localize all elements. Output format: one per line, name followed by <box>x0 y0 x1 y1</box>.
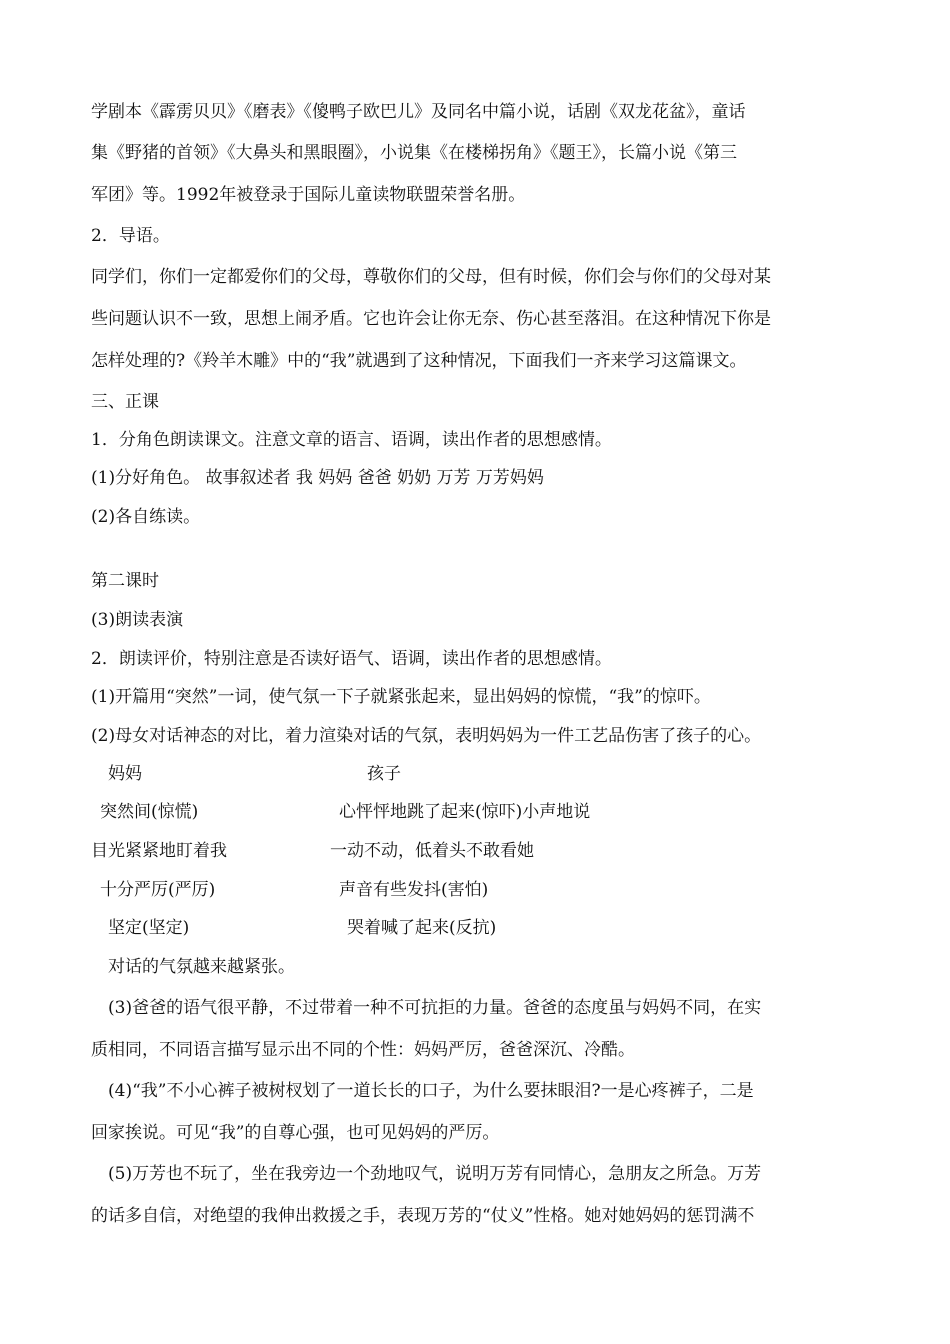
paragraph-line: (4)“我”不小心裤子被树杈划了一道长长的口子，为什么要抹眼泪?一是心疼裤子，二是 <box>108 1081 754 1101</box>
comparison-summary: 对话的气氛越来越紧张。 <box>108 957 295 977</box>
comparison-right-cell: 哭着喊了起来(反抗) <box>347 918 497 938</box>
comparison-header-mother: 妈妈 <box>108 764 142 784</box>
paragraph-line: (1)开篇用“突然”一词，使气氛一下子就紧张起来，显出妈妈的惊慌，“我”的惊吓。 <box>91 687 711 707</box>
paragraph-line: 1．分角色朗读课文。注意文章的语言、语调，读出作者的思想感情。 <box>91 430 612 450</box>
comparison-right-cell: 一动不动，低着头不敢看她 <box>330 841 534 861</box>
paragraph-line: 学剧本《霹雳贝贝》《磨表》《傻鸭子欧巴儿》及同名中篇小说，话剧《双龙花盆》，童话 <box>91 102 746 122</box>
paragraph-line: 军团》等。1992年被登录于国际儿童读物联盟荣誉名册。 <box>91 185 526 205</box>
comparison-left-cell: 十分严厉(严厉) <box>100 880 216 900</box>
paragraph-line: 同学们，你们一定都爱你们的父母，尊敬你们的父母，但有时候，你们会与你们的父母对某 <box>91 267 771 287</box>
comparison-right-cell: 声音有些发抖(害怕) <box>339 880 489 900</box>
paragraph-line: 质相同，不同语言描写显示出不同的个性：妈妈严厉，爸爸深沉、冷酷。 <box>91 1040 635 1060</box>
section-heading: 2．导语。 <box>91 226 170 246</box>
paragraph-line: (3)朗读表演 <box>91 610 184 630</box>
section-heading: 三、正课 <box>91 392 159 412</box>
comparison-left-cell: 坚定(坚定) <box>108 918 190 938</box>
comparison-left-cell: 突然间(惊慌) <box>100 802 199 822</box>
comparison-header-child: 孩子 <box>367 764 401 784</box>
paragraph-line: 2．朗读评价，特别注意是否读好语气、语调，读出作者的思想感情。 <box>91 649 612 669</box>
paragraph-line: (2)母女对话神态的对比，着力渲染对话的气氛，表明妈妈为一件工艺品伤害了孩子的心。 <box>91 726 762 746</box>
paragraph-line: (1)分好角色。 故事叙述者 我 妈妈 爸爸 奶奶 万芳 万芳妈妈 <box>91 468 544 488</box>
paragraph-line: 怎样处理的?《羚羊木雕》中的“我”就遇到了这种情况，下面我们一齐来学习这篇课文。 <box>91 351 747 371</box>
comparison-left-cell: 目光紧紧地盯着我 <box>91 841 227 861</box>
paragraph-line: 些问题认识不一致，思想上闹矛盾。它也许会让你无奈、伤心甚至落泪。在这种情况下你是 <box>91 309 771 329</box>
comparison-right-cell: 心怦怦地跳了起来(惊吓)小声地说 <box>339 802 591 822</box>
paragraph-line: (2)各自练读。 <box>91 507 201 527</box>
paragraph-line: 的话多自信，对绝望的我伸出救援之手，表现万芳的“仗义”性格。她对她妈妈的惩罚满不 <box>91 1206 755 1226</box>
paragraph-line: (3)爸爸的语气很平静，不过带着一种不可抗拒的力量。爸爸的态度虽与妈妈不同，在实 <box>108 998 762 1018</box>
paragraph-line: 集《野猪的首领》《大鼻头和黑眼圈》，小说集《在楼梯拐角》《题王》，长篇小说《第三 <box>91 143 737 163</box>
paragraph-line: 回家挨说。可见“我”的自尊心强，也可见妈妈的严厉。 <box>91 1123 500 1143</box>
paragraph-line: (5)万芳也不玩了，坐在我旁边一个劲地叹气，说明万芳有同情心，急朋友之所急。万芳 <box>108 1164 762 1184</box>
lesson-heading: 第二课时 <box>91 571 159 591</box>
